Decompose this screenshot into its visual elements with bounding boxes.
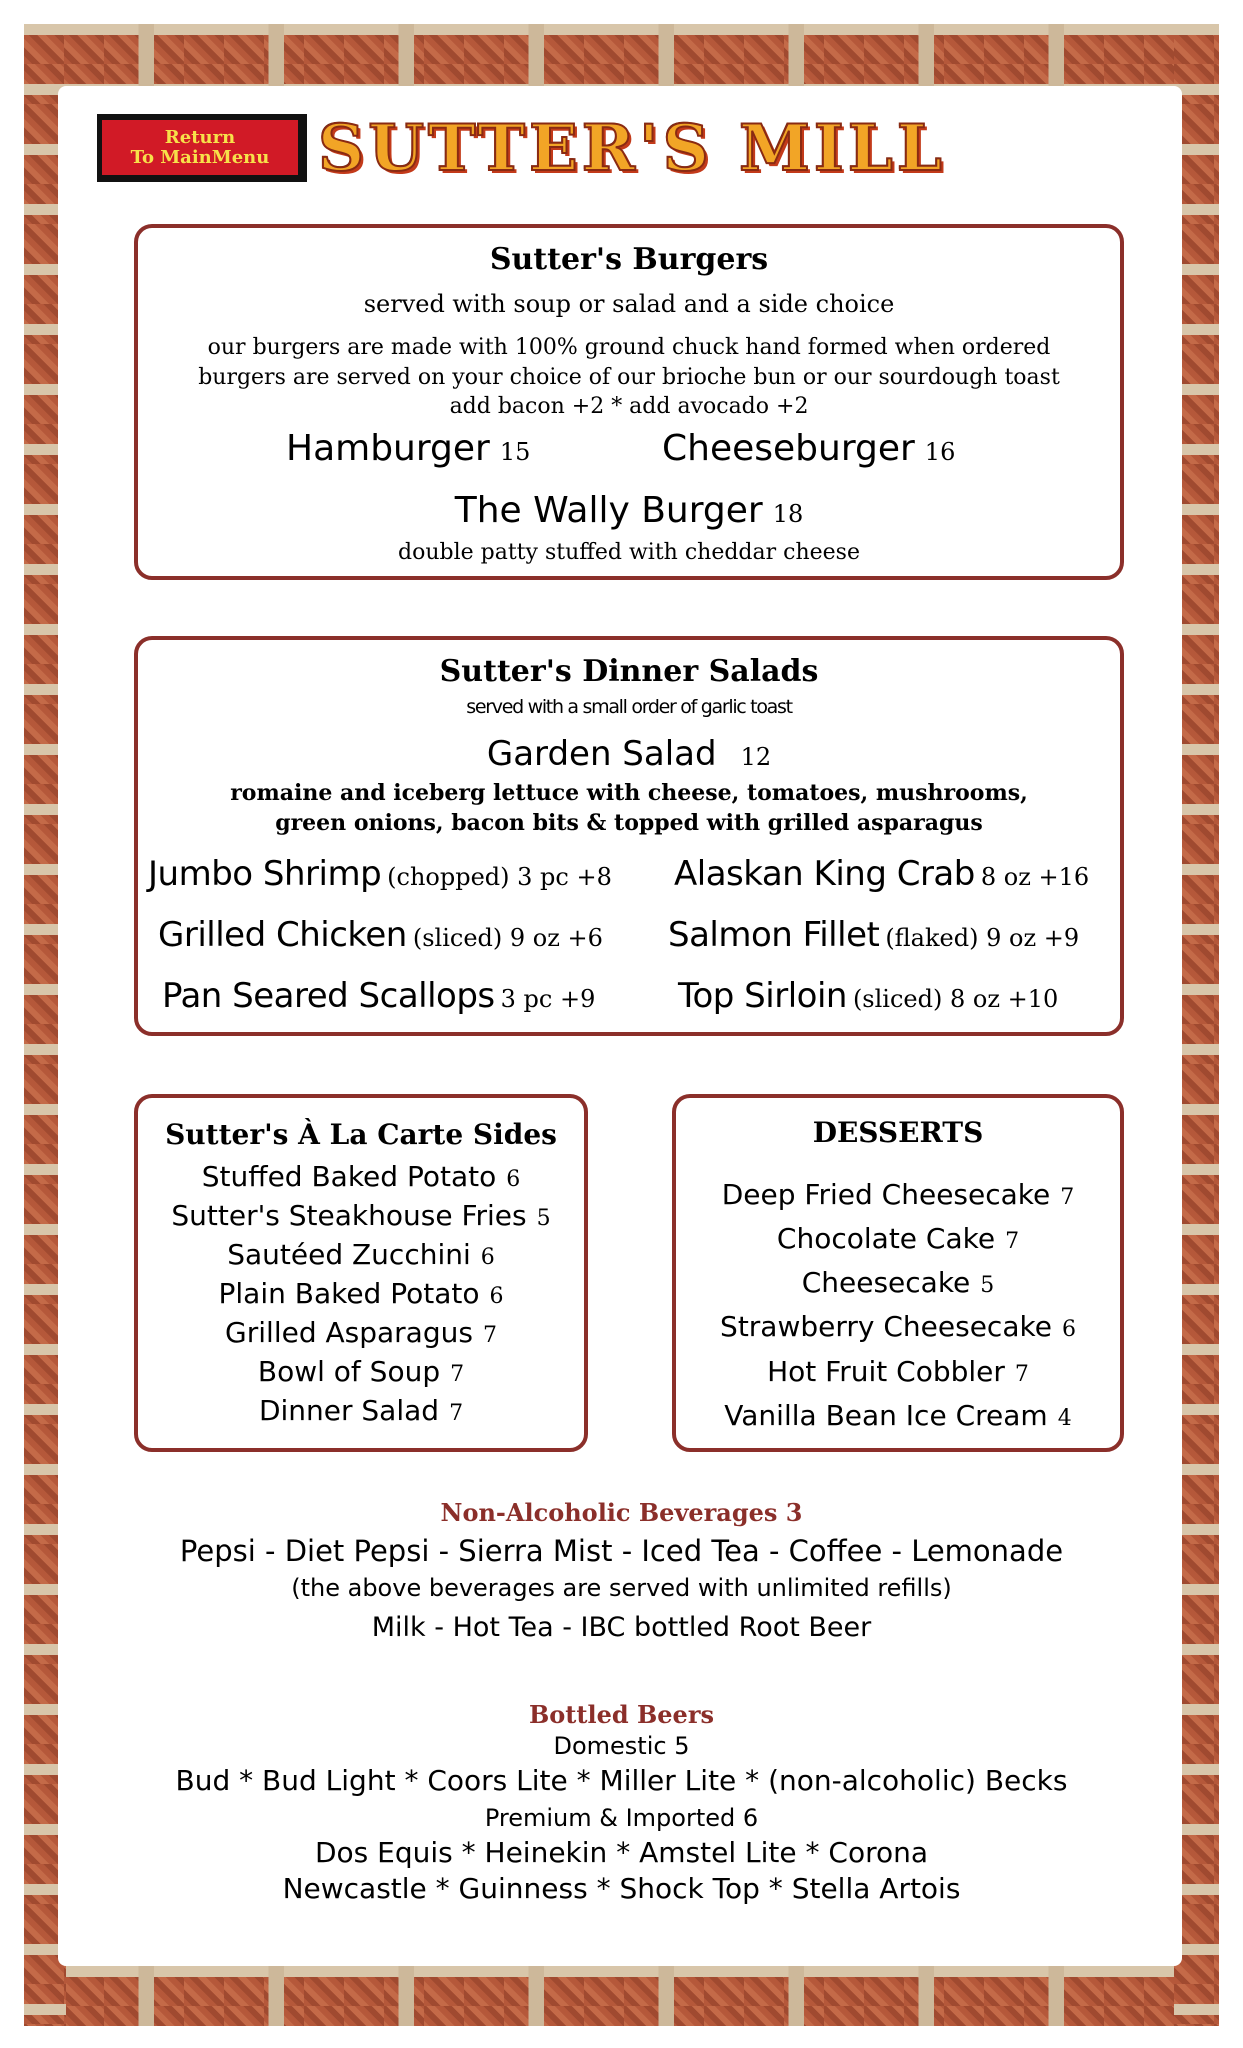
section-subtitle: served with soup or salad and a side choice: [363, 290, 895, 318]
item-name: Cheeseburger: [662, 428, 915, 469]
item-name: Cheesecake: [801, 1266, 971, 1299]
burgers-section: [134, 224, 1124, 580]
premium-label: [0, 1804, 1243, 1832]
section-subtitle: served with a small order of garlic toast: [466, 696, 792, 718]
salads-section: [134, 636, 1124, 1036]
menu-item-wally-burger: [138, 490, 1120, 531]
premium-beers-list: Dos Equis * Heinekin * Amstel Lite * Corona: [314, 1836, 929, 1869]
salad-addon: [162, 976, 595, 1016]
brick-border-top: [24, 24, 1219, 86]
premium-price: 6: [742, 1804, 759, 1832]
section-title: Sutter's Burgers: [489, 242, 769, 277]
salad-addon: [148, 854, 612, 894]
list-item: [676, 1310, 1120, 1343]
item-description: romaine and iceberg lettuce with cheese, tomatoes, mushrooms,: [230, 780, 1028, 806]
return-label-line2: To MainMenu: [130, 146, 270, 168]
item-name: The Wally Burger: [454, 490, 763, 531]
menu-item-garden-salad: [138, 734, 1120, 774]
item-name: Sautéed Zucchini: [227, 1238, 471, 1271]
addon-detail: 8 oz +16: [980, 863, 1090, 891]
domestic-price: 5: [674, 1732, 690, 1760]
item-name: Dinner Salad: [258, 1394, 440, 1427]
list-item: [138, 1277, 584, 1310]
item-name: Chocolate Cake: [776, 1222, 996, 1255]
beverages-list: Pepsi - Diet Pepsi - Sierra Mist - Iced Tea - Coffee - Lemonade: [179, 1534, 1064, 1568]
item-price: 16: [924, 438, 956, 466]
burgers-note: burgers are served on your choice of our brioche bun or our sourdough toast: [198, 365, 1060, 390]
list-item: [138, 1394, 584, 1427]
addon-detail: (sliced) 9 oz +6: [412, 924, 603, 952]
item-price: 7: [1060, 1185, 1075, 1210]
salad-addon: [158, 915, 603, 955]
item-price: 7: [1014, 1362, 1029, 1387]
beers-title: Bottled Beers: [529, 1700, 714, 1729]
addon-detail: (chopped) 3 pc +8: [387, 863, 612, 891]
brick-border-bottom: [24, 1966, 1219, 2026]
addon-detail: (sliced) 8 oz +10: [852, 985, 1059, 1013]
item-price: 18: [772, 500, 804, 528]
item-price: 6: [1061, 1317, 1076, 1342]
beverages-list-2: Milk - Hot Tea - IBC bottled Root Beer: [371, 1612, 872, 1643]
burgers-addons-note: add bacon +2 * add avocado +2: [449, 394, 809, 419]
item-price: 5: [980, 1273, 995, 1298]
sides-section: [134, 1094, 588, 1452]
domestic-beers-list: Bud * Bud Light * Coors Lite * Miller Lite * (non-alcoholic) Becks: [175, 1764, 1068, 1797]
addon-name: Pan Seared Scallops: [162, 976, 495, 1016]
addon-detail: 3 pc +9: [500, 985, 596, 1013]
item-description: double patty stuffed with cheddar cheese: [398, 540, 860, 565]
item-price: 5: [536, 1206, 551, 1231]
salad-addon: [668, 915, 1079, 955]
item-price: 6: [506, 1167, 521, 1192]
item-name: Strawberry Cheesecake: [720, 1310, 1052, 1343]
item-price: 7: [450, 1362, 465, 1387]
item-price: 4: [1057, 1406, 1072, 1431]
return-button-face[interactable]: [102, 120, 298, 175]
item-name: Stuffed Baked Potato: [201, 1160, 497, 1193]
section-title: Sutter's Dinner Salads: [439, 654, 819, 689]
menu-item-hamburger: [286, 428, 530, 469]
list-item: [676, 1266, 1120, 1299]
item-price: 7: [1005, 1229, 1020, 1254]
beverages-note: (the above beverages are served with unlimited refills): [291, 1574, 952, 1602]
item-name: Deep Fried Cheesecake: [721, 1178, 1051, 1211]
return-label-line1: Return: [164, 126, 236, 148]
item-price: 7: [482, 1323, 497, 1348]
domestic-label: [0, 1732, 1243, 1760]
item-price: 7: [449, 1401, 464, 1426]
list-item: [138, 1238, 584, 1271]
item-name: Vanilla Bean Ice Cream: [724, 1399, 1048, 1432]
section-title: DESSERTS: [812, 1116, 984, 1149]
section-title: Sutter's À La Carte Sides: [165, 1118, 557, 1151]
addon-name: Jumbo Shrimp: [148, 854, 382, 894]
menu-item-cheeseburger: [662, 428, 955, 469]
beverages-title: Non-Alcoholic Beverages 3: [440, 1498, 803, 1527]
salad-addon: [674, 854, 1089, 894]
list-item: [138, 1316, 584, 1349]
list-item: [676, 1399, 1120, 1432]
item-price: 6: [480, 1245, 495, 1270]
addon-name: Grilled Chicken: [158, 915, 407, 955]
item-name: Hot Fruit Cobbler: [767, 1355, 1005, 1388]
item-name: Garden Salad: [486, 734, 717, 774]
item-description: green onions, bacon bits & topped with grilled asparagus: [275, 810, 983, 836]
return-to-main-menu-button[interactable]: [97, 114, 307, 182]
addon-name: Top Sirloin: [678, 976, 847, 1016]
addon-name: Alaskan King Crab: [674, 854, 975, 894]
item-name: Bowl of Soup: [257, 1355, 441, 1388]
list-item: [138, 1199, 584, 1232]
addon-detail: (flaked) 9 oz +9: [885, 924, 1080, 952]
item-name: Hamburger: [286, 428, 490, 469]
list-item: [138, 1160, 584, 1193]
burgers-note: our burgers are made with 100% ground chuck hand formed when ordered: [207, 335, 1051, 360]
list-item: [676, 1178, 1120, 1211]
desserts-section: [672, 1094, 1124, 1452]
addon-name: Salmon Fillet: [668, 915, 880, 955]
item-price: 12: [740, 743, 772, 771]
list-item: [138, 1355, 584, 1388]
item-price: 15: [499, 438, 531, 466]
sutters-mill-logo: SUTTER'S MILL: [318, 111, 946, 186]
domestic-label-text: Domestic: [553, 1732, 667, 1760]
item-name: Sutter's Steakhouse Fries: [171, 1199, 527, 1232]
salad-addon: [678, 976, 1058, 1016]
list-item: [676, 1355, 1120, 1388]
item-name: Grilled Asparagus: [225, 1316, 473, 1349]
premium-label-text: Premium & Imported: [484, 1804, 736, 1832]
premium-beers-list-2: Newcastle * Guinness * Shock Top * Stella Artois: [282, 1872, 961, 1905]
item-name: Plain Baked Potato: [218, 1277, 480, 1310]
item-price: 6: [489, 1284, 504, 1309]
list-item: [676, 1222, 1120, 1255]
